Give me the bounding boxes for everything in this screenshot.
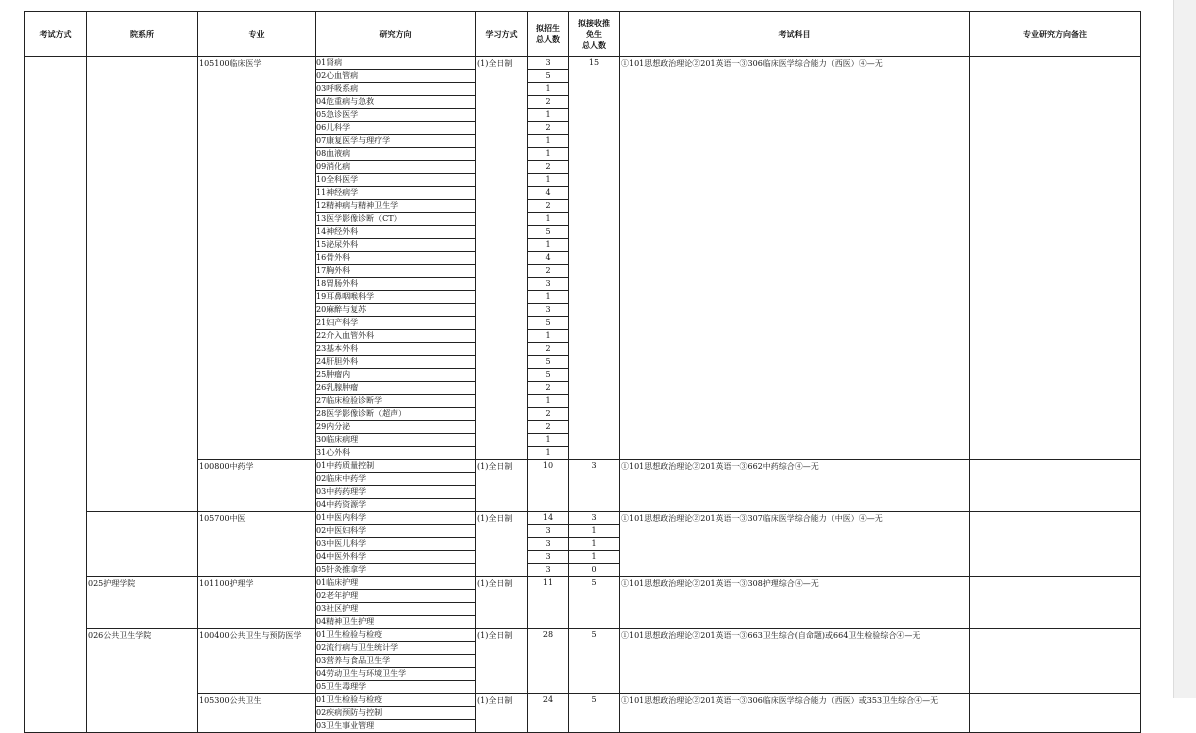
enrollment-number: 1 xyxy=(528,239,568,252)
direction-item: 31心外科 xyxy=(316,448,351,457)
direction-item: 03社区护理 xyxy=(316,603,475,616)
exempt-number: 1 xyxy=(569,538,619,551)
direction-item: 21妇产科学 xyxy=(316,317,475,330)
department-cell xyxy=(87,512,198,577)
header-department: 院系所 xyxy=(87,12,198,57)
exempt-number: 1 xyxy=(569,525,619,538)
enrollment-number: 4 xyxy=(528,252,568,265)
exam-subjects-cell: ①101思想政治理论②201英语一③306临床医学综合能力（西医）④—无 xyxy=(620,57,970,460)
exempt-number: 15 xyxy=(588,58,600,67)
exam-subjects-cell: ①101思想政治理论②201英语一③308护理综合④—无 xyxy=(620,577,970,629)
direction-item: 20麻醉与复苏 xyxy=(316,304,475,317)
direction-item: 14神经外科 xyxy=(316,226,475,239)
exempt-number: 0 xyxy=(591,565,597,574)
enrollment-number: 5 xyxy=(528,226,568,239)
exempt-number: 5 xyxy=(591,695,597,704)
direction-item: 02临床中药学 xyxy=(316,473,475,486)
study-mode-cell: (1)全日制 xyxy=(476,460,528,512)
remarks-cell xyxy=(970,629,1141,694)
recommended-exempt-cell xyxy=(569,460,620,512)
enrollment-number: 5 xyxy=(528,70,568,83)
header-planned-enrollment: 拟招生 总人数 xyxy=(528,12,569,57)
major-cell: 105700中医 xyxy=(198,512,316,577)
enrollment-number: 2 xyxy=(528,96,568,109)
direction-item: 01中医内科学 xyxy=(316,512,475,525)
remarks-cell xyxy=(970,694,1141,733)
exam-subjects-cell: ①101思想政治理论②201英语一③306临床医学综合能力（西医）或353卫生综合④—无 xyxy=(620,694,970,733)
enrollment-number: 2 xyxy=(528,408,568,421)
enrollment-number: 11 xyxy=(542,578,554,587)
direction-item: 09消化病 xyxy=(316,161,475,174)
direction-item: 05急诊医学 xyxy=(316,109,475,122)
planned-enrollment-cell xyxy=(528,460,569,512)
direction-item: 03中医儿科学 xyxy=(316,538,475,551)
admissions-table xyxy=(24,11,1141,733)
table-row xyxy=(25,629,1141,694)
exam-subjects-cell: ①101思想政治理论②201英语一③307临床医学综合能力（中医）④—无 xyxy=(620,512,970,577)
direction-item: 03中药药理学 xyxy=(316,486,475,499)
direction-item: 01中药质量控制 xyxy=(316,460,475,473)
header-exam-method: 考试方式 xyxy=(25,12,87,57)
direction-item: 08血液病 xyxy=(316,148,475,161)
direction-item: 05卫生毒理学 xyxy=(316,682,367,691)
enrollment-number: 1 xyxy=(528,291,568,304)
direction-item: 04劳动卫生与环境卫生学 xyxy=(316,668,475,681)
direction-item: 30临床病理 xyxy=(316,434,475,447)
header-major: 专业 xyxy=(198,12,316,57)
enrollment-number: 3 xyxy=(528,538,568,551)
enrollment-number: 1 xyxy=(528,174,568,187)
study-mode-cell: (1)全日制 xyxy=(476,57,528,460)
direction-item: 03营养与食品卫生学 xyxy=(316,655,475,668)
direction-item: 28医学影像诊断（超声） xyxy=(316,408,475,421)
enrollment-number: 2 xyxy=(528,421,568,434)
direction-item: 16骨外科 xyxy=(316,252,475,265)
planned-enrollment-cell xyxy=(528,577,569,629)
enrollment-number: 1 xyxy=(528,213,568,226)
remarks-cell xyxy=(970,460,1141,512)
study-mode-cell: (1)全日制 xyxy=(476,512,528,577)
direction-item: 04中医外科学 xyxy=(316,551,475,564)
table-row xyxy=(25,57,1141,460)
enrollment-number: 5 xyxy=(528,317,568,330)
enrollment-number: 3 xyxy=(528,304,568,317)
exempt-number: 3 xyxy=(569,512,619,525)
direction-item: 29内分泌 xyxy=(316,421,475,434)
enrollment-number: 1 xyxy=(528,135,568,148)
enrollment-number: 1 xyxy=(528,434,568,447)
direction-cell xyxy=(316,629,476,694)
exempt-number: 5 xyxy=(591,578,597,587)
major-cell: 101100护理学 xyxy=(198,577,316,629)
enrollment-number: 5 xyxy=(528,356,568,369)
recommended-exempt-cell xyxy=(569,512,620,577)
major-cell: 100800中药学 xyxy=(198,460,316,512)
header-direction: 研究方向 xyxy=(316,12,476,57)
direction-cell xyxy=(316,577,476,629)
header-recommended-exempt: 拟接收推 免生 总人数 xyxy=(569,12,620,57)
planned-enrollment-cell xyxy=(528,57,569,460)
enrollment-number: 2 xyxy=(528,382,568,395)
enrollment-number: 1 xyxy=(528,109,568,122)
direction-item: 04精神卫生护理 xyxy=(316,617,375,626)
department-cell xyxy=(87,57,198,512)
direction-item: 02心血管病 xyxy=(316,70,475,83)
enrollment-number: 2 xyxy=(528,161,568,174)
enrollment-number: 24 xyxy=(542,695,554,704)
direction-item: 23基本外科 xyxy=(316,343,475,356)
direction-item: 02中医妇科学 xyxy=(316,525,475,538)
enrollment-number: 1 xyxy=(528,330,568,343)
enrollment-number: 3 xyxy=(528,57,568,70)
enrollment-number: 3 xyxy=(528,278,568,291)
direction-item: 17胸外科 xyxy=(316,265,475,278)
major-cell: 105100临床医学 xyxy=(198,57,316,460)
recommended-exempt-cell xyxy=(569,629,620,694)
planned-enrollment-cell xyxy=(528,512,569,577)
department-cell: 025护理学院 xyxy=(87,577,198,629)
direction-item: 07康复医学与理疗学 xyxy=(316,135,475,148)
direction-item: 11神经病学 xyxy=(316,187,475,200)
enrollment-number: 3 xyxy=(528,525,568,538)
enrollment-number: 4 xyxy=(528,187,568,200)
direction-item: 01临床护理 xyxy=(316,577,475,590)
direction-item: 04中药资源学 xyxy=(316,500,367,509)
exempt-number: 1 xyxy=(569,551,619,564)
enrollment-number: 3 xyxy=(545,565,551,574)
enrollment-number: 14 xyxy=(528,512,568,525)
direction-item: 01肾病 xyxy=(316,57,475,70)
recommended-exempt-cell xyxy=(569,694,620,733)
enrollment-number: 1 xyxy=(528,395,568,408)
department-cell: 026公共卫生学院 xyxy=(87,629,198,733)
header-study-mode: 学习方式 xyxy=(476,12,528,57)
direction-item: 02老年护理 xyxy=(316,590,475,603)
direction-item: 19耳鼻咽喉科学 xyxy=(316,291,475,304)
direction-item: 01卫生检验与检疫 xyxy=(316,629,475,642)
enrollment-number: 2 xyxy=(528,200,568,213)
header-row xyxy=(25,12,1141,57)
direction-item: 12精神病与精神卫生学 xyxy=(316,200,475,213)
planned-enrollment-cell xyxy=(528,694,569,733)
vertical-scrollbar[interactable] xyxy=(1173,0,1196,698)
recommended-exempt-cell xyxy=(569,57,620,460)
direction-item: 15泌尿外科 xyxy=(316,239,475,252)
enrollment-number: 2 xyxy=(528,343,568,356)
exam-subjects-cell: ①101思想政治理论②201英语一③662中药综合④—无 xyxy=(620,460,970,512)
enrollment-number: 2 xyxy=(528,122,568,135)
major-cell: 105300公共卫生 xyxy=(198,694,316,733)
direction-item: 06儿科学 xyxy=(316,122,475,135)
direction-item: 04危重病与急救 xyxy=(316,96,475,109)
major-cell: 100400公共卫生与预防医学 xyxy=(198,629,316,694)
direction-item: 01卫生检验与检疫 xyxy=(316,694,475,707)
direction-item: 25肿瘤内 xyxy=(316,369,475,382)
exempt-number: 3 xyxy=(591,461,597,470)
enrollment-number: 1 xyxy=(528,83,568,96)
header-remarks: 专业研究方向备注 xyxy=(970,12,1141,57)
direction-item: 22介入血管外科 xyxy=(316,330,475,343)
planned-enrollment-cell xyxy=(528,629,569,694)
direction-item: 02流行病与卫生统计学 xyxy=(316,642,475,655)
table-row xyxy=(25,577,1141,629)
direction-item: 26乳腺肿瘤 xyxy=(316,382,475,395)
enrollment-number: 2 xyxy=(528,265,568,278)
direction-item: 27临床检验诊断学 xyxy=(316,395,475,408)
study-mode-cell: (1)全日制 xyxy=(476,577,528,629)
direction-item: 03呼吸系病 xyxy=(316,83,475,96)
study-mode-cell: (1)全日制 xyxy=(476,694,528,733)
exam-subjects-cell: ①101思想政治理论②201英语一③663卫生综合(自命题)或664卫生检验综合④—无 xyxy=(620,629,970,694)
direction-cell xyxy=(316,57,476,460)
direction-cell xyxy=(316,694,476,733)
enrollment-number: 5 xyxy=(528,369,568,382)
direction-item: 03卫生事业管理 xyxy=(316,721,375,730)
direction-item: 05针灸推拿学 xyxy=(316,565,367,574)
enrollment-number: 3 xyxy=(528,551,568,564)
enrollment-number: 28 xyxy=(542,630,554,639)
direction-item: 24肝胆外科 xyxy=(316,356,475,369)
table-row xyxy=(25,512,1141,577)
direction-cell xyxy=(316,460,476,512)
remarks-cell xyxy=(970,577,1141,629)
exam-method-cell xyxy=(25,57,87,733)
enrollment-number: 10 xyxy=(542,461,554,470)
remarks-cell xyxy=(970,57,1141,460)
exempt-number: 5 xyxy=(591,630,597,639)
remarks-cell xyxy=(970,512,1141,577)
direction-item: 02疾病预防与控制 xyxy=(316,707,475,720)
study-mode-cell: (1)全日制 xyxy=(476,629,528,694)
enrollment-number: 1 xyxy=(528,148,568,161)
recommended-exempt-cell xyxy=(569,577,620,629)
enrollment-number: 1 xyxy=(545,448,551,457)
direction-item: 13医学影像诊断（CT） xyxy=(316,213,475,226)
direction-item: 18胃肠外科 xyxy=(316,278,475,291)
direction-cell xyxy=(316,512,476,577)
direction-item: 10全科医学 xyxy=(316,174,475,187)
header-exam-subjects: 考试科目 xyxy=(620,12,970,57)
